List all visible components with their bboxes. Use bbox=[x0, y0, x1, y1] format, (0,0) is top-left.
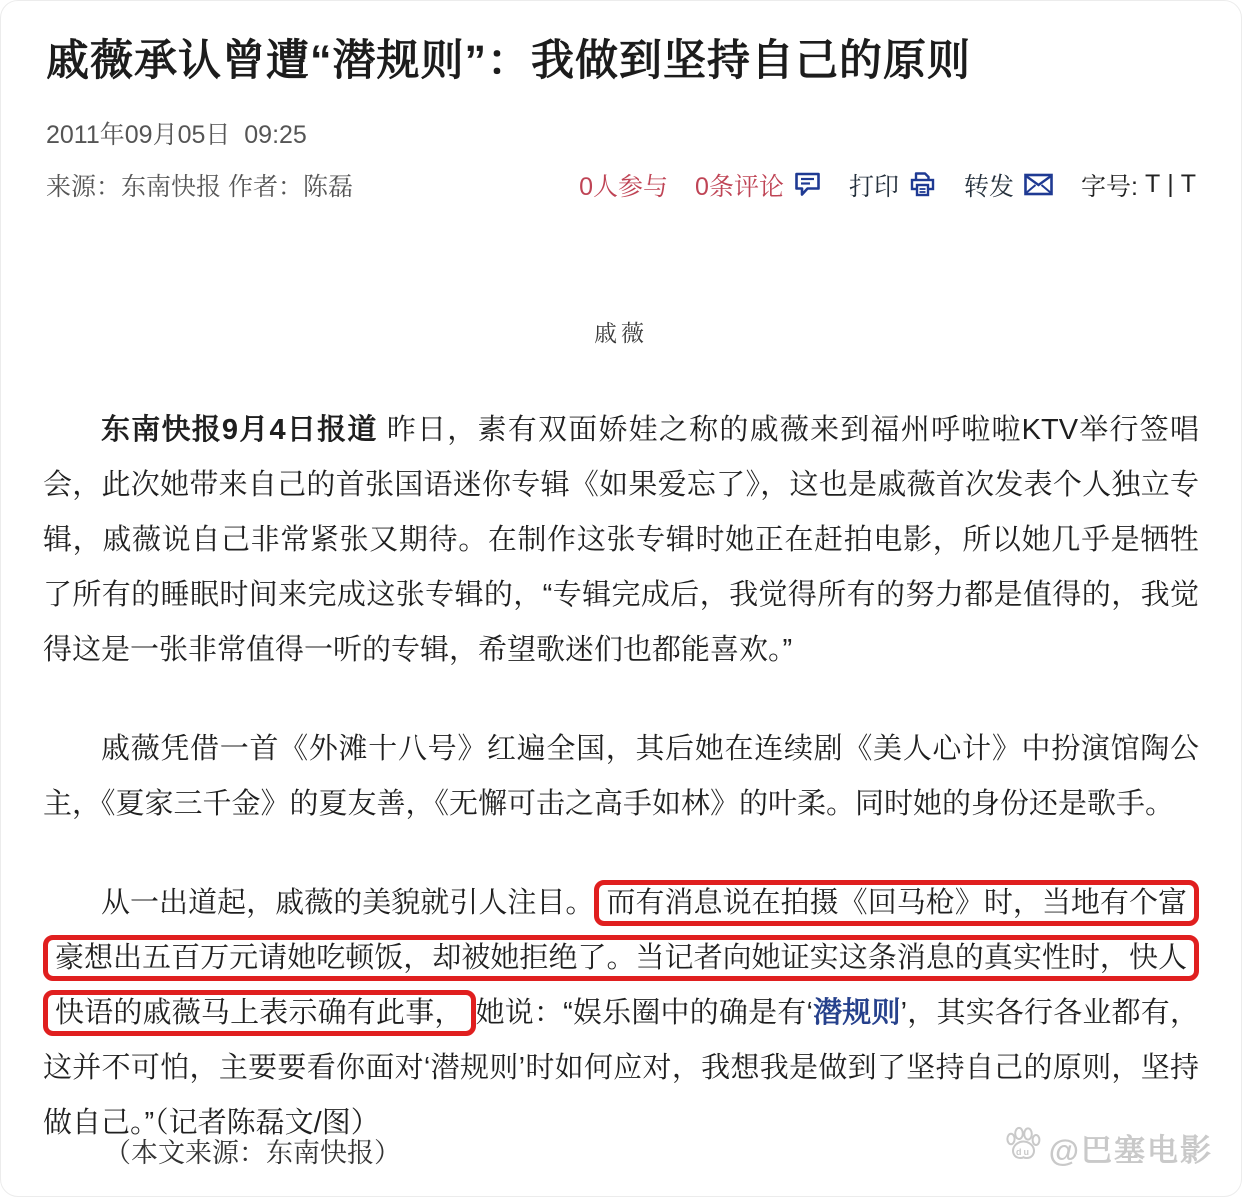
highlighted-text: 而有消息说在拍摄《回马枪》时，当地有个富豪想出五百万元请她吃顿饭，却被她拒绝了。当记者向她证实这条消息的真实性时，快人快语的戚薇马上表示确有此事， bbox=[43, 880, 1199, 1036]
watermark-text: @巴塞电影 bbox=[1048, 1133, 1213, 1168]
text-segment: 东南快报9月4日报道 bbox=[101, 413, 378, 446]
paragraph bbox=[43, 722, 1199, 832]
fontsize-large-button[interactable]: T bbox=[1144, 170, 1161, 199]
participants-count[interactable]: 0人参与 bbox=[579, 172, 669, 201]
watermark bbox=[1003, 1125, 1213, 1170]
footer-source-note: （本文来源：东南快报） bbox=[104, 1138, 401, 1168]
article-body bbox=[43, 403, 1199, 1151]
text-segment: 从一出道起，戚薇的美貌就引人注目。 bbox=[101, 886, 595, 919]
text-segment: 昨日，素有双面娇娃之称的戚薇来到福州呼啦啦KTV举行签唱会，此次她带来自己的首张国语迷你专辑《如果爱忘了》，这也是戚薇首次发表个人独立专辑，戚薇说自己非常紧张又期待。在制作这张专辑时她正在赶拍电影，所以她几乎是牺牲了所有的睡眠时间来完成这张专辑的，“专辑完成后，我觉得所有的努力都是值得的，我觉得这是一张非常值得一听的专辑，希望歌迷们也都能喜欢。” bbox=[43, 413, 1199, 666]
article-meta bbox=[46, 115, 1196, 203]
text-segment: 戚薇凭借一首《外滩十八号》红遍全国，其后她在连续剧《美人心计》中扮演馆陶公主，《夏家三千金》的夏友善，《无懈可击之高手如林》的叶柔。同时她的身份还是歌手。 bbox=[43, 732, 1199, 820]
paragraph bbox=[43, 403, 1199, 678]
fontsize-label: 字号: bbox=[1080, 172, 1138, 201]
baidu-paw-icon bbox=[1003, 1126, 1043, 1170]
envelope-icon[interactable] bbox=[1023, 172, 1054, 197]
fontsize-small-button[interactable]: T bbox=[1180, 170, 1196, 199]
inline-link[interactable]: 潜规则 bbox=[812, 996, 901, 1029]
forward-button[interactable]: 转发 bbox=[963, 172, 1014, 201]
fontsize-separator: | bbox=[1167, 170, 1174, 199]
article-toolbar bbox=[579, 167, 1196, 203]
paragraph bbox=[43, 876, 1199, 1151]
svg-text:du: du bbox=[1015, 1146, 1031, 1157]
image-caption: 戚薇 bbox=[594, 319, 648, 346]
printer-icon[interactable] bbox=[908, 171, 937, 198]
article-title: 戚薇承认曾遭“潜规则”：我做到坚持自己的原则 bbox=[46, 37, 971, 85]
speech-bubble-icon[interactable] bbox=[793, 171, 822, 198]
comments-count[interactable]: 0条评论 bbox=[695, 172, 784, 201]
text-segment: ’，其实各行各业都有，这并不可怕，主要要看你面对‘潜规则’时如何应对，我想我是做到了坚持自己的原则，坚持做自己。”（记者陈磊文/图） bbox=[43, 996, 1199, 1139]
text-segment: 她说：“娱乐圈中的确是有‘ bbox=[475, 996, 813, 1029]
article-footer bbox=[46, 1125, 1213, 1170]
publish-datetime: 2011年09月05日 09:25 bbox=[46, 120, 307, 149]
source-author: 来源：东南快报 作者：陈磊 bbox=[46, 172, 353, 201]
print-button[interactable]: 打印 bbox=[848, 172, 899, 201]
